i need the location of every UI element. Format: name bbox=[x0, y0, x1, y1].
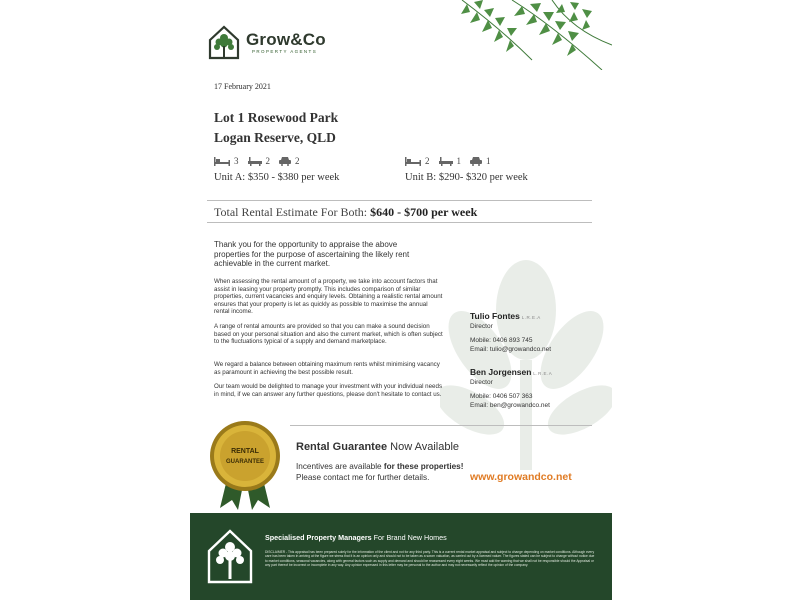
contact-card bbox=[470, 368, 552, 410]
cars-feature bbox=[279, 156, 300, 166]
unit-a-rent: Unit A: $350 - $380 per week bbox=[214, 172, 340, 183]
bed-icon bbox=[405, 157, 421, 166]
body-paragraph: Our team would be delighted to manage your investment with your individual needs in mind, if we can answer any further questions, please don't hesitate to contact us. bbox=[214, 383, 443, 398]
total-prefix: Total Rental Estimate For Both: bbox=[214, 205, 371, 219]
body-paragraph: We regard a balance between obtaining maximum rents whilst minimising vacancy as paramount in achieving the best possible result. bbox=[214, 361, 440, 376]
bedrooms-count: 3 bbox=[234, 156, 239, 166]
bath-icon bbox=[439, 157, 453, 166]
unit-b-features bbox=[405, 156, 500, 166]
bedrooms-feature bbox=[214, 156, 239, 166]
guarantee-divider bbox=[290, 425, 592, 426]
contact-email[interactable]: Email: ben@growandco.net bbox=[470, 402, 550, 409]
bedrooms-feature bbox=[405, 156, 430, 166]
contact-license: L.R.E.A bbox=[533, 371, 553, 376]
palm-leaves-decoration bbox=[422, 0, 612, 70]
body-paragraph: When assessing the rental amount of a property, we take into account factors that assist in leasing your property promptly. This includes comparison of similar properties, current vacancies and enquiry levels. Obtaining a realistic rental amount ensures that your property is let as quickly as possible to maximise the annual rental income. bbox=[214, 278, 443, 316]
address-line-1: Lot 1 Rosewood Park bbox=[214, 110, 339, 125]
rental-guarantee-title: Rental Guarantee Now Available bbox=[296, 441, 460, 453]
seal-text-rental: RENTAL bbox=[231, 448, 259, 455]
unit-b-rent: Unit B: $290- $320 per week bbox=[405, 172, 528, 183]
bed-icon bbox=[214, 157, 230, 166]
bath-icon bbox=[248, 157, 262, 166]
car-icon bbox=[470, 157, 482, 166]
contact-prompt: Please contact me for further details. bbox=[296, 473, 430, 482]
contact-card bbox=[470, 312, 551, 354]
intro-paragraph: Thank you for the opportunity to appraise the above properties for the purpose of ascertaining the likely rent achievable in the current market. bbox=[214, 240, 410, 269]
house-tree-logo-icon bbox=[208, 24, 240, 60]
bathrooms-feature bbox=[439, 156, 462, 166]
letter-date: 17 February 2021 bbox=[214, 82, 271, 91]
divider-top bbox=[207, 200, 592, 201]
unit-a-features bbox=[214, 156, 309, 166]
car-icon bbox=[279, 157, 291, 166]
contact-name: Tulio Fontes bbox=[470, 311, 520, 321]
contact-mobile: Mobile: 0406 893 745 bbox=[470, 337, 533, 344]
footer-title: Specialised Property Managers For Brand New Homes bbox=[265, 533, 447, 542]
contact-role: Director bbox=[470, 323, 493, 330]
appraisal-page bbox=[190, 0, 612, 600]
rental-guarantee-seal bbox=[206, 420, 284, 510]
cars-feature bbox=[470, 156, 491, 166]
website-link[interactable]: www.growandco.net bbox=[470, 471, 572, 483]
bathrooms-feature bbox=[248, 156, 271, 166]
body-paragraph: A range of rental amounts are provided so that you can make a sound decision based on your personal situation and also the current market, which is often subject to the fluctuations typical of a supply and demand marketplace. bbox=[214, 323, 443, 346]
total-estimate bbox=[214, 205, 477, 220]
seal-text-guarantee: GUARANTEE bbox=[225, 459, 265, 465]
footer-disclaimer: DISCLAIMER - This appraisal has been prepared solely for the information of the client and not for any third party. This is a current rental market appraisal and subject to change depending on market conditions. Although every care has been taken in arriving at the figure we stress that it is an opinion only and should not to be taken as a sworn valuation, as carried out by a licensed valuer. The figures stated can be subject to change without notice due to market conditions, seasonal vacancies, along with general factors such as supply and demand and should be reassessed every eight weeks. We must add the warning that we shall not be responsible should the Appraisal or any part thereof be incorrect or incomplete in any way. Any opinion expressed in this letter may be personal to the author and may not necessarily reflect the opinion of the company. bbox=[265, 550, 595, 567]
cars-count: 1 bbox=[486, 156, 491, 166]
contact-email[interactable]: Email: tulio@growandco.net bbox=[470, 346, 552, 353]
bathrooms-count: 1 bbox=[456, 156, 461, 166]
brand-name: Grow&Co bbox=[246, 29, 326, 49]
cars-count: 2 bbox=[295, 156, 300, 166]
footer-banner bbox=[190, 513, 612, 600]
total-value: $640 - $700 per week bbox=[370, 205, 478, 219]
incentives-text: Incentives are available for these properties! bbox=[296, 462, 464, 471]
bedrooms-count: 2 bbox=[425, 156, 430, 166]
divider-bottom bbox=[207, 222, 592, 223]
house-tree-footer-icon bbox=[206, 527, 254, 585]
contact-role: Director bbox=[470, 379, 493, 386]
brand-tagline: PROPERTY AGENTS bbox=[252, 48, 318, 54]
bathrooms-count: 2 bbox=[265, 156, 270, 166]
contact-mobile: Mobile: 0406 507 363 bbox=[470, 393, 533, 400]
address-line-2: Logan Reserve, QLD bbox=[214, 130, 336, 145]
contact-license: L.R.E.A bbox=[521, 315, 541, 320]
brand-logo bbox=[208, 24, 326, 60]
contact-name: Ben Jorgensen bbox=[470, 367, 532, 377]
tree-watermark bbox=[440, 250, 612, 470]
